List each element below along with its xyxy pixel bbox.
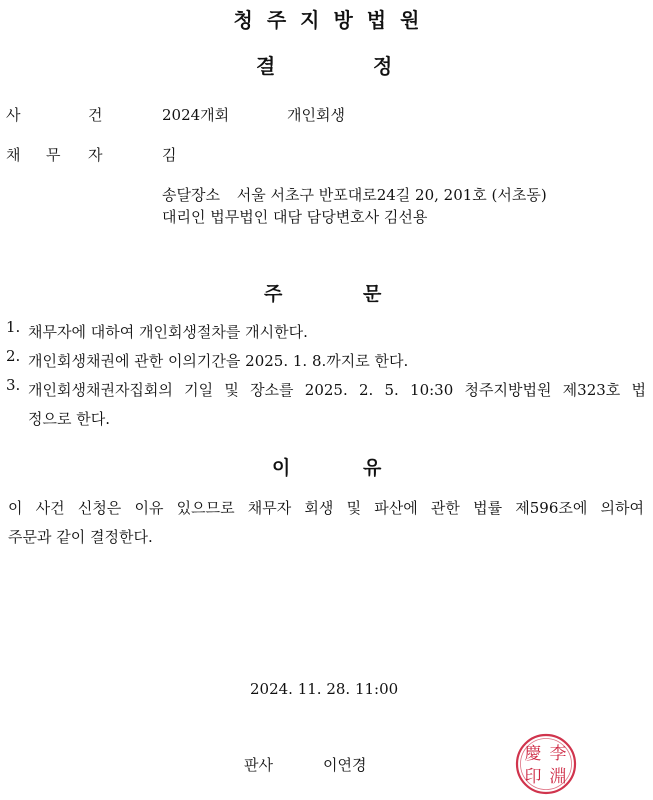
judge-name: 이연경	[323, 756, 367, 774]
debtor-name: 김	[162, 146, 177, 164]
agent-line: 대리인 법무법인 대담 담당변호사 김선용	[162, 208, 428, 226]
reason-heading	[0, 453, 653, 479]
debtor-label-3: 자	[88, 146, 103, 164]
order-item-number: 2.	[6, 347, 21, 365]
delivery-address-line	[162, 184, 547, 205]
order-item-text-line-1: 개인회생채권자집회의 기일 및 장소를 2025. 2. 5. 10:30 청주지방법원 제323호 법	[28, 381, 646, 399]
delivery-label: 송달장소	[162, 186, 220, 204]
case-label-1: 사	[6, 106, 21, 124]
reason-text-line-2: 주문과 같이 결정한다.	[8, 528, 153, 546]
order-item-1	[6, 318, 646, 347]
order-heading-char-2: 문	[363, 283, 382, 305]
document-title-char-1: 결	[256, 54, 276, 78]
seal-icon	[514, 732, 578, 796]
case-row	[0, 104, 653, 126]
court-name: 청주지방법원	[233, 8, 434, 32]
debtor-label-2: 무	[46, 146, 61, 164]
order-item-number: 1.	[6, 318, 21, 336]
order-heading	[0, 279, 653, 305]
judge-label: 판사	[244, 756, 273, 774]
svg-text:印: 印	[524, 767, 542, 787]
reason-heading-char-1: 이	[272, 457, 291, 479]
delivery-address: 서울 서초구 반포대로24길 20, 201호 (서초동)	[236, 186, 547, 204]
case-label-2: 건	[88, 106, 103, 124]
reason-heading-char-2: 유	[363, 457, 382, 479]
order-item-text: 개인회생채권에 관한 이의기간을 2025. 1. 8.까지로 한다.	[28, 352, 409, 370]
order-item-number: 3.	[6, 376, 21, 394]
debtor-label-1: 채	[6, 146, 21, 164]
order-item-2	[6, 347, 646, 376]
svg-text:李: 李	[549, 744, 567, 764]
order-item-text: 채무자에 대하여 개인회생절차를 개시한다.	[28, 323, 308, 341]
order-item-3	[6, 376, 646, 434]
order-heading-char-1: 주	[264, 283, 283, 305]
case-number: 2024개회	[162, 106, 230, 124]
svg-text:慶: 慶	[524, 744, 542, 764]
debtor-row	[0, 144, 653, 166]
case-name: 개인회생	[287, 106, 345, 124]
document-title-char-2: 정	[373, 54, 393, 78]
reason-text-line-1: 이 사건 신청은 이유 있으므로 채무자 회생 및 파산에 관한 법률 제596조에 의하여	[8, 499, 644, 517]
order-item-text-line-2: 정으로 한다.	[28, 410, 110, 428]
decision-date: 2024. 11. 28. 11:00	[250, 680, 399, 698]
judge-seal-stamp	[514, 732, 578, 796]
svg-text:淵: 淵	[549, 767, 567, 787]
